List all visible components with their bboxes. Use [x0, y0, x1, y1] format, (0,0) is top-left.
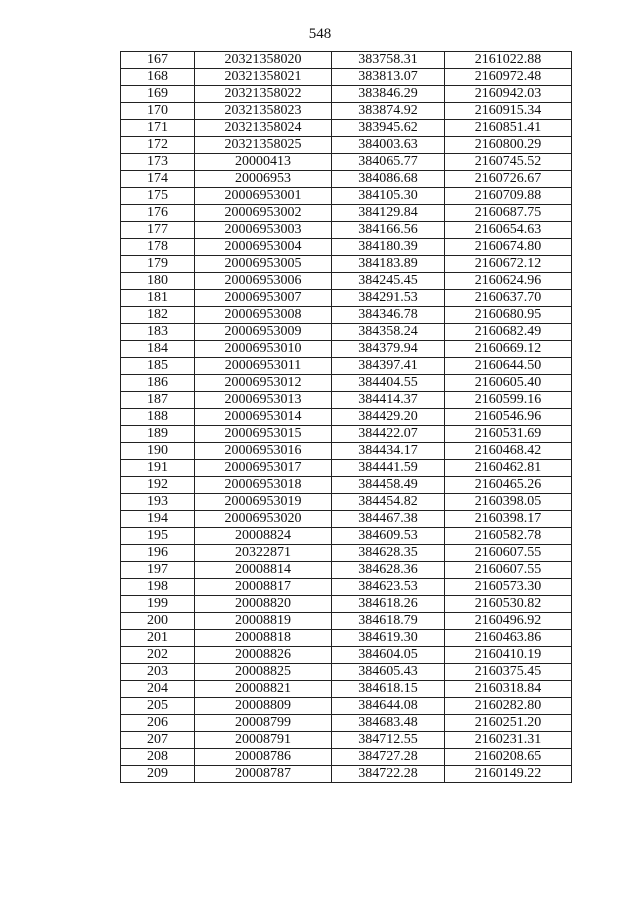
- point-id-cell: 20006953020: [195, 511, 332, 528]
- row-index-cell: 194: [121, 511, 195, 528]
- row-index-cell: 180: [121, 273, 195, 290]
- x-coordinate-cell: 383758.31: [332, 52, 445, 69]
- point-id-cell: 20008817: [195, 579, 332, 596]
- y-coordinate-cell: 2160375.45: [445, 664, 572, 681]
- row-index-cell: 195: [121, 528, 195, 545]
- table-row: [121, 375, 572, 392]
- coordinates-table: [120, 51, 572, 783]
- x-coordinate-cell: 383846.29: [332, 86, 445, 103]
- row-index-cell: 208: [121, 749, 195, 766]
- table-row: [121, 154, 572, 171]
- point-id-cell: 20008819: [195, 613, 332, 630]
- x-coordinate-cell: 384727.28: [332, 749, 445, 766]
- row-index-cell: 184: [121, 341, 195, 358]
- y-coordinate-cell: 2160674.80: [445, 239, 572, 256]
- point-id-cell: 20006953019: [195, 494, 332, 511]
- x-coordinate-cell: 384628.36: [332, 562, 445, 579]
- y-coordinate-cell: 2160654.63: [445, 222, 572, 239]
- point-id-cell: 20006953001: [195, 188, 332, 205]
- x-coordinate-cell: 384434.17: [332, 443, 445, 460]
- x-coordinate-cell: 384065.77: [332, 154, 445, 171]
- point-id-cell: 20008818: [195, 630, 332, 647]
- page-number: 548: [308, 26, 332, 42]
- point-id-cell: 20006953006: [195, 273, 332, 290]
- y-coordinate-cell: 2160530.82: [445, 596, 572, 613]
- y-coordinate-cell: 2160607.55: [445, 562, 572, 579]
- row-index-cell: 185: [121, 358, 195, 375]
- table-row: [121, 528, 572, 545]
- x-coordinate-cell: 384458.49: [332, 477, 445, 494]
- x-coordinate-cell: 384467.38: [332, 511, 445, 528]
- x-coordinate-cell: 384003.63: [332, 137, 445, 154]
- x-coordinate-cell: 384397.41: [332, 358, 445, 375]
- y-coordinate-cell: 2160605.40: [445, 375, 572, 392]
- y-coordinate-cell: 2160468.42: [445, 443, 572, 460]
- x-coordinate-cell: 384422.07: [332, 426, 445, 443]
- x-coordinate-cell: 383945.62: [332, 120, 445, 137]
- table-row: [121, 477, 572, 494]
- x-coordinate-cell: 383874.92: [332, 103, 445, 120]
- table-row: [121, 766, 572, 783]
- table-row: [121, 290, 572, 307]
- row-index-cell: 171: [121, 120, 195, 137]
- row-index-cell: 205: [121, 698, 195, 715]
- x-coordinate-cell: 384429.20: [332, 409, 445, 426]
- row-index-cell: 207: [121, 732, 195, 749]
- x-coordinate-cell: 384619.30: [332, 630, 445, 647]
- table-row: [121, 222, 572, 239]
- row-index-cell: 206: [121, 715, 195, 732]
- table-row: [121, 545, 572, 562]
- point-id-cell: 20008791: [195, 732, 332, 749]
- table-row: [121, 256, 572, 273]
- table-row: [121, 205, 572, 222]
- table-row: [121, 460, 572, 477]
- point-id-cell: 20006953008: [195, 307, 332, 324]
- point-id-cell: 20006953014: [195, 409, 332, 426]
- x-coordinate-cell: 384712.55: [332, 732, 445, 749]
- x-coordinate-cell: 384346.78: [332, 307, 445, 324]
- point-id-cell: 20006953015: [195, 426, 332, 443]
- point-id-cell: 20321358024: [195, 120, 332, 137]
- y-coordinate-cell: 2160282.80: [445, 698, 572, 715]
- y-coordinate-cell: 2160687.75: [445, 205, 572, 222]
- row-index-cell: 190: [121, 443, 195, 460]
- table-row: [121, 749, 572, 766]
- row-index-cell: 176: [121, 205, 195, 222]
- row-index-cell: 178: [121, 239, 195, 256]
- y-coordinate-cell: 2160208.65: [445, 749, 572, 766]
- y-coordinate-cell: 2160398.05: [445, 494, 572, 511]
- point-id-cell: 20006953013: [195, 392, 332, 409]
- y-coordinate-cell: 2160463.86: [445, 630, 572, 647]
- y-coordinate-cell: 2160531.69: [445, 426, 572, 443]
- row-index-cell: 202: [121, 647, 195, 664]
- y-coordinate-cell: 2160607.55: [445, 545, 572, 562]
- table-body: [121, 52, 572, 783]
- row-index-cell: 187: [121, 392, 195, 409]
- row-index-cell: 181: [121, 290, 195, 307]
- y-coordinate-cell: 2160462.81: [445, 460, 572, 477]
- row-index-cell: 188: [121, 409, 195, 426]
- row-index-cell: 174: [121, 171, 195, 188]
- point-id-cell: 20008825: [195, 664, 332, 681]
- row-index-cell: 192: [121, 477, 195, 494]
- y-coordinate-cell: 2160709.88: [445, 188, 572, 205]
- row-index-cell: 201: [121, 630, 195, 647]
- y-coordinate-cell: 2160546.96: [445, 409, 572, 426]
- point-id-cell: 20321358020: [195, 52, 332, 69]
- table-row: [121, 732, 572, 749]
- x-coordinate-cell: 384623.53: [332, 579, 445, 596]
- y-coordinate-cell: 2160942.03: [445, 86, 572, 103]
- y-coordinate-cell: 2160496.92: [445, 613, 572, 630]
- point-id-cell: 20008809: [195, 698, 332, 715]
- table-row: [121, 392, 572, 409]
- x-coordinate-cell: 384441.59: [332, 460, 445, 477]
- row-index-cell: 182: [121, 307, 195, 324]
- x-coordinate-cell: 384618.15: [332, 681, 445, 698]
- row-index-cell: 204: [121, 681, 195, 698]
- point-id-cell: 20008799: [195, 715, 332, 732]
- point-id-cell: 20006953010: [195, 341, 332, 358]
- table-row: [121, 426, 572, 443]
- point-id-cell: 20322871: [195, 545, 332, 562]
- row-index-cell: 173: [121, 154, 195, 171]
- x-coordinate-cell: 384180.39: [332, 239, 445, 256]
- y-coordinate-cell: 2160644.50: [445, 358, 572, 375]
- point-id-cell: 20008786: [195, 749, 332, 766]
- y-coordinate-cell: 2160599.16: [445, 392, 572, 409]
- row-index-cell: 191: [121, 460, 195, 477]
- row-index-cell: 172: [121, 137, 195, 154]
- row-index-cell: 186: [121, 375, 195, 392]
- row-index-cell: 193: [121, 494, 195, 511]
- row-index-cell: 197: [121, 562, 195, 579]
- x-coordinate-cell: 384183.89: [332, 256, 445, 273]
- table-row: [121, 494, 572, 511]
- y-coordinate-cell: 2160573.30: [445, 579, 572, 596]
- row-index-cell: 177: [121, 222, 195, 239]
- table-row: [121, 341, 572, 358]
- x-coordinate-cell: 384604.05: [332, 647, 445, 664]
- x-coordinate-cell: 384379.94: [332, 341, 445, 358]
- row-index-cell: 168: [121, 69, 195, 86]
- point-id-cell: 20006953003: [195, 222, 332, 239]
- row-index-cell: 170: [121, 103, 195, 120]
- x-coordinate-cell: 384618.26: [332, 596, 445, 613]
- y-coordinate-cell: 2160582.78: [445, 528, 572, 545]
- point-id-cell: 20008824: [195, 528, 332, 545]
- y-coordinate-cell: 2160624.96: [445, 273, 572, 290]
- x-coordinate-cell: 384105.30: [332, 188, 445, 205]
- x-coordinate-cell: 384618.79: [332, 613, 445, 630]
- table-row: [121, 358, 572, 375]
- row-index-cell: 209: [121, 766, 195, 783]
- row-index-cell: 196: [121, 545, 195, 562]
- table-row: [121, 715, 572, 732]
- point-id-cell: 20006953016: [195, 443, 332, 460]
- point-id-cell: 20006953018: [195, 477, 332, 494]
- point-id-cell: 20006953: [195, 171, 332, 188]
- table-row: [121, 681, 572, 698]
- x-coordinate-cell: 384291.53: [332, 290, 445, 307]
- point-id-cell: 20321358021: [195, 69, 332, 86]
- row-index-cell: 189: [121, 426, 195, 443]
- table-row: [121, 69, 572, 86]
- table-row: [121, 171, 572, 188]
- x-coordinate-cell: 384628.35: [332, 545, 445, 562]
- point-id-cell: 20008826: [195, 647, 332, 664]
- table-row: [121, 273, 572, 290]
- x-coordinate-cell: 384166.56: [332, 222, 445, 239]
- y-coordinate-cell: 2160972.48: [445, 69, 572, 86]
- x-coordinate-cell: 384605.43: [332, 664, 445, 681]
- table-row: [121, 86, 572, 103]
- table-row: [121, 579, 572, 596]
- x-coordinate-cell: 384404.55: [332, 375, 445, 392]
- x-coordinate-cell: 384414.37: [332, 392, 445, 409]
- table-row: [121, 443, 572, 460]
- table-row: [121, 613, 572, 630]
- y-coordinate-cell: 2160672.12: [445, 256, 572, 273]
- x-coordinate-cell: 383813.07: [332, 69, 445, 86]
- y-coordinate-cell: 2160251.20: [445, 715, 572, 732]
- point-id-cell: 20008820: [195, 596, 332, 613]
- x-coordinate-cell: 384722.28: [332, 766, 445, 783]
- y-coordinate-cell: 2160915.34: [445, 103, 572, 120]
- table-row: [121, 596, 572, 613]
- table-row: [121, 562, 572, 579]
- point-id-cell: 20006953009: [195, 324, 332, 341]
- point-id-cell: 20321358023: [195, 103, 332, 120]
- y-coordinate-cell: 2160745.52: [445, 154, 572, 171]
- y-coordinate-cell: 2160669.12: [445, 341, 572, 358]
- row-index-cell: 175: [121, 188, 195, 205]
- point-id-cell: 20006953004: [195, 239, 332, 256]
- y-coordinate-cell: 2160410.19: [445, 647, 572, 664]
- row-index-cell: 183: [121, 324, 195, 341]
- y-coordinate-cell: 2160680.95: [445, 307, 572, 324]
- table-row: [121, 188, 572, 205]
- point-id-cell: 20321358022: [195, 86, 332, 103]
- row-index-cell: 169: [121, 86, 195, 103]
- table-row: [121, 324, 572, 341]
- row-index-cell: 200: [121, 613, 195, 630]
- y-coordinate-cell: 2160318.84: [445, 681, 572, 698]
- point-id-cell: 20008814: [195, 562, 332, 579]
- table-row: [121, 647, 572, 664]
- y-coordinate-cell: 2160231.31: [445, 732, 572, 749]
- y-coordinate-cell: 2160682.49: [445, 324, 572, 341]
- table-row: [121, 120, 572, 137]
- x-coordinate-cell: 384245.45: [332, 273, 445, 290]
- table-row: [121, 664, 572, 681]
- y-coordinate-cell: 2160398.17: [445, 511, 572, 528]
- x-coordinate-cell: 384683.48: [332, 715, 445, 732]
- point-id-cell: 20006953011: [195, 358, 332, 375]
- point-id-cell: 20008787: [195, 766, 332, 783]
- table-row: [121, 137, 572, 154]
- point-id-cell: 20321358025: [195, 137, 332, 154]
- point-id-cell: 20000413: [195, 154, 332, 171]
- point-id-cell: 20008821: [195, 681, 332, 698]
- point-id-cell: 20006953012: [195, 375, 332, 392]
- y-coordinate-cell: 2160637.70: [445, 290, 572, 307]
- table-row: [121, 511, 572, 528]
- y-coordinate-cell: 2160726.67: [445, 171, 572, 188]
- x-coordinate-cell: 384454.82: [332, 494, 445, 511]
- y-coordinate-cell: 2161022.88: [445, 52, 572, 69]
- x-coordinate-cell: 384644.08: [332, 698, 445, 715]
- y-coordinate-cell: 2160800.29: [445, 137, 572, 154]
- point-id-cell: 20006953005: [195, 256, 332, 273]
- point-id-cell: 20006953007: [195, 290, 332, 307]
- point-id-cell: 20006953017: [195, 460, 332, 477]
- table-row: [121, 307, 572, 324]
- row-index-cell: 179: [121, 256, 195, 273]
- table-row: [121, 103, 572, 120]
- x-coordinate-cell: 384086.68: [332, 171, 445, 188]
- table-row: [121, 239, 572, 256]
- row-index-cell: 198: [121, 579, 195, 596]
- row-index-cell: 199: [121, 596, 195, 613]
- y-coordinate-cell: 2160149.22: [445, 766, 572, 783]
- x-coordinate-cell: 384358.24: [332, 324, 445, 341]
- y-coordinate-cell: 2160465.26: [445, 477, 572, 494]
- table-row: [121, 409, 572, 426]
- table-row: [121, 698, 572, 715]
- y-coordinate-cell: 2160851.41: [445, 120, 572, 137]
- row-index-cell: 203: [121, 664, 195, 681]
- table-row: [121, 630, 572, 647]
- x-coordinate-cell: 384609.53: [332, 528, 445, 545]
- x-coordinate-cell: 384129.84: [332, 205, 445, 222]
- table-row: [121, 52, 572, 69]
- row-index-cell: 167: [121, 52, 195, 69]
- point-id-cell: 20006953002: [195, 205, 332, 222]
